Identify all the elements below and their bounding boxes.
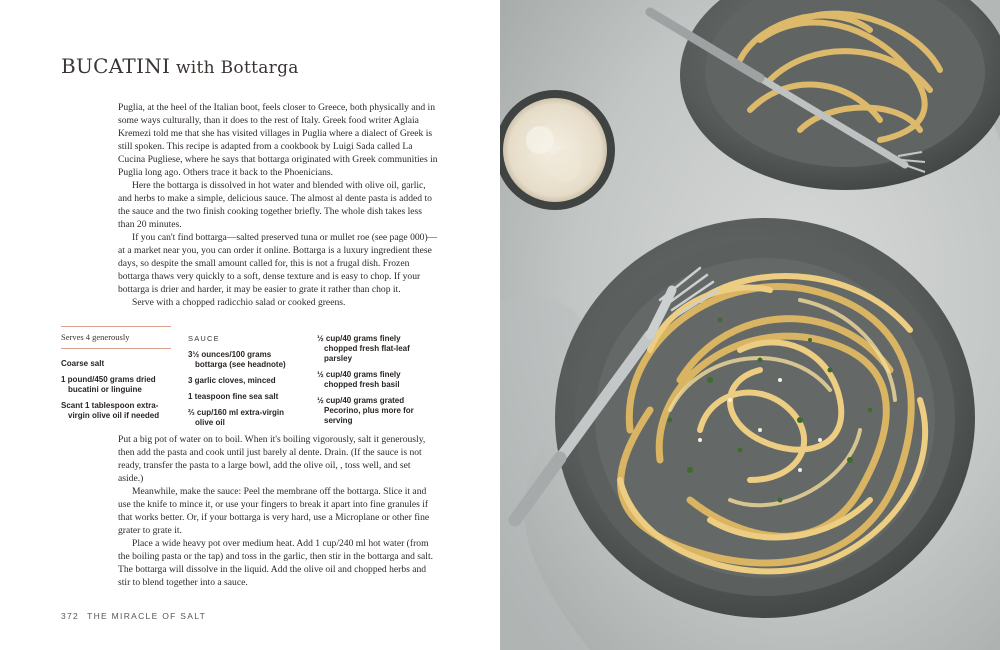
divider: [61, 326, 171, 327]
headnote-paragraph: Serve with a chopped radicchio salad or cooked greens.: [132, 297, 346, 308]
method: [118, 433, 438, 589]
method-paragraph: Place a wide heavy pot over medium heat. Add 1 cup/240 ml hot water (from the boiling pasta or the tap) and toss in the garlic, then stir in the bottarga and salt. The bottarga will dissolve in the liquid. Add the olive oil and chopped herbs and stir to blend together into a sauce.: [118, 538, 434, 588]
ingredient: ½ cup/40 grams finely chopped fresh basil: [317, 370, 401, 389]
page-footer: [61, 611, 206, 621]
ingredient: Scant 1 tablespoon extra-virgin olive oil if needed: [61, 401, 160, 420]
ingredient: Coarse salt: [61, 359, 105, 368]
title-main: BUCATINI: [61, 54, 171, 78]
bucatini-photo: [500, 0, 1000, 650]
headnote-paragraph: If you can't find bottarga—salted preserved tuna or mullet roe (see page 000)—at a market near you, you can order it online. Bottarga is a luxury ingredient these days, so despite the small amount called for, this is not a frugal dish. Frozen bottarga thaws very quickly to a soft, dense texture and is easy to chop. If your bottarga is drier and harder, it may be easier to grate it rather than chop it.: [118, 232, 438, 295]
method-paragraph: Meanwhile, make the sauce: Peel the membrane off the bottarga. Slice it and use the knife to mince it, or use your fingers to break it apart into fine granules if that works better. Or, if your bottarga is very hard, use a Microplane or other fine grater to grate it.: [118, 486, 430, 536]
ingredient: ⅔ cup/160 ml extra-virgin olive oil: [188, 408, 285, 427]
ingredient-list-sauce: [188, 334, 303, 434]
headnote-paragraph: Here the bottarga is dissolved in hot water and blended with olive oil, garlic, and herbs to make a simple, delicious sauce. The almost al dente pasta is added to the sauce and the two finish cooking together briefly. The whole dish takes less than 20 minutes.: [118, 180, 432, 230]
photo-page: [500, 0, 1000, 650]
headnote-paragraph: Puglia, at the heel of the Italian boot, feels closer to Greece, both physically and in some ways culturally, than it does to the rest of Italy. Greek food writer Aglaia Kremezi told me that she has visited villages in Puglia where a dialect of Greek is still spoken. This recipe is adapted from a cookbook by Luigi Sada called La Cucina Pugliese, where he says that bottarga originated with Greek communities in Puglia long ago. Others trace it back to the Phoenicians.: [118, 102, 438, 178]
recipe-title: [61, 54, 299, 78]
headnote: [118, 101, 438, 309]
ingredient: ½ cup/40 grams grated Pecorino, plus more for serving: [317, 396, 414, 425]
ingredient: 3½ ounces/100 grams bottarga (see headnote): [188, 350, 286, 369]
method-paragraph: Put a big pot of water on to boil. When it's boiling vigorously, salt it generously, then add the pasta and cook until just barely al dente. Drain. (If the sauce is not ready, transfer the pasta to a large bowl, add the olive oil, , toss well, and set aside.): [118, 434, 426, 484]
serves-label: Serves 4 generously: [61, 332, 130, 342]
running-title: THE MIRACLE OF SALT: [87, 611, 207, 621]
ingredient: 3 garlic cloves, minced: [188, 376, 276, 385]
ingredient: 1 teaspoon fine sea salt: [188, 392, 279, 401]
page-number: 372: [61, 611, 80, 621]
ingredient-list-herbs: [317, 334, 427, 432]
ingredient: ½ cup/40 grams finely chopped fresh flat-leaf parsley: [317, 334, 410, 363]
serves-block: [61, 326, 171, 427]
ingredient-list-main: [61, 359, 171, 421]
title-rest: with Bottarga: [170, 58, 299, 78]
divider: [61, 348, 171, 349]
sauce-heading: SAUCE: [188, 334, 220, 343]
cheese-bowl: [500, 90, 615, 210]
ingredient: 1 pound/450 grams dried bucatini or linguine: [61, 375, 156, 394]
